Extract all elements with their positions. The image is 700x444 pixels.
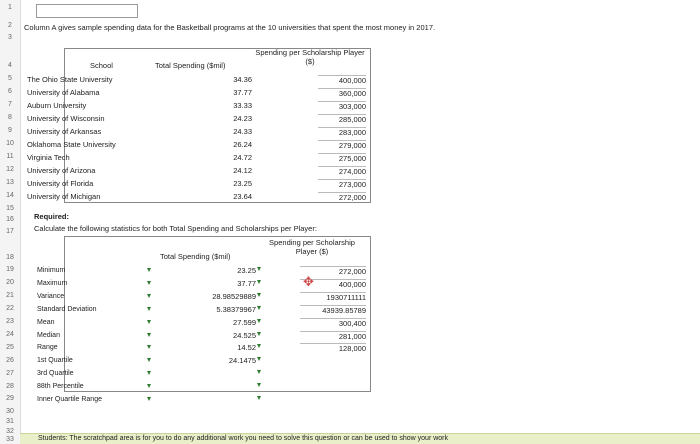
row-number[interactable]: 31 [6,418,14,425]
stat-label: 3rd Quartile [37,370,74,377]
row-number[interactable]: 7 [8,101,12,108]
comment-indicator-icon [147,268,151,272]
total-spending-cell: 23.64 [233,192,252,201]
stat-total-cell[interactable]: 24.1475 [228,356,256,365]
comment-indicator-icon [257,396,261,400]
row-number[interactable]: 4 [8,62,12,69]
row-number[interactable]: 6 [8,88,12,95]
spending-per-player-cell: 275,000 [318,153,366,163]
school-cell: University of Arizona [27,166,96,175]
comment-indicator-icon [147,294,151,298]
spending-per-player-cell: 273,000 [318,179,366,189]
intro-text: Column A gives sample spending data for the Basketball programs at the 10 universities that spent the most money in 2017. [24,23,436,32]
spending-per-player-cell: 272,000 [318,192,366,202]
row-number[interactable]: 5 [8,75,12,82]
row-number[interactable]: 29 [6,395,14,402]
total-spending-cell: 33.33 [233,101,252,110]
spending-per-player-cell: 285,000 [318,114,366,124]
row-number[interactable]: 20 [6,279,14,286]
comment-indicator-icon [147,307,151,311]
spending-per-player-cell: 360,000 [318,88,366,98]
row-number[interactable]: 22 [6,305,14,312]
comment-indicator-icon [147,281,151,285]
stat-spending-cell[interactable]: 300,400 [300,318,366,328]
row-number[interactable]: 32 [6,428,14,435]
school-cell: Auburn University [27,101,87,110]
stat-total-cell[interactable]: 14.52 [237,343,256,352]
total-spending-cell: 24.12 [233,166,252,175]
row-number[interactable]: 14 [6,192,14,199]
row-number[interactable]: 19 [6,266,14,273]
required-label: Required: [34,212,70,221]
stat-label: Standard Deviation [37,306,97,313]
school-cell: University of Florida [27,179,94,188]
school-cell: The Ohio State University [27,75,113,84]
comment-indicator-icon [147,333,151,337]
row-number[interactable]: 13 [6,179,14,186]
row-number[interactable]: 9 [8,127,12,134]
total-spending-cell: 24.23 [233,114,252,123]
stat-spending-cell[interactable]: 272,000 [300,266,366,276]
stat-label: Inner Quartile Range [37,396,102,403]
name-box[interactable] [36,4,138,18]
comment-indicator-icon [147,397,151,401]
total-spending-cell: 24.33 [233,127,252,136]
comment-indicator-icon [257,293,261,297]
row-number[interactable]: 18 [6,254,14,261]
row-number[interactable]: 16 [6,216,14,223]
comment-indicator-icon [147,371,151,375]
spending-per-player-cell: 400,000 [318,75,366,85]
row-number[interactable]: 3 [8,34,12,41]
school-cell: University of Michigan [27,192,101,201]
row-number[interactable]: 24 [6,331,14,338]
spending-per-player-cell: 283,000 [318,127,366,137]
stat-spending-cell[interactable]: 128,000 [300,343,366,353]
school-cell: Oklahoma State University [27,140,116,149]
stat-label: Variance [37,293,65,300]
comment-indicator-icon [147,384,151,388]
stat-spending-cell[interactable]: 43939.85789 [300,305,366,315]
header-total-spending: Total Spending ($mil) [155,61,226,70]
scratchpad-note: Students: The scratchpad area is for you to do any additional work you need to solve this question or can be used to show your work [38,435,448,442]
comment-indicator-icon [257,267,261,271]
total-spending-cell: 24.72 [233,153,252,162]
header-school: School [90,61,113,70]
row-number[interactable]: 23 [6,318,14,325]
total-spending-cell: 34.36 [233,75,252,84]
stat-total-cell[interactable]: 24.525 [233,331,256,340]
comment-indicator-icon [147,345,151,349]
stat-label: 1st Quartile [37,357,73,364]
school-cell: University of Wisconsin [27,114,105,123]
row-number[interactable]: 11 [6,153,14,160]
header-spending-per-player: Spending per Scholarship Player ($) [255,48,365,66]
stat-label: 88th Percentile [37,383,84,390]
row-number[interactable]: 28 [6,383,14,390]
school-cell: University of Arkansas [27,127,102,136]
stat-label: Mean [37,319,55,326]
row-number[interactable]: 1 [8,4,12,11]
comment-indicator-icon [257,344,261,348]
row-number[interactable]: 27 [6,370,14,377]
comment-indicator-icon [147,320,151,324]
row-number[interactable]: 15 [6,205,14,212]
row-number[interactable]: 8 [8,114,12,121]
school-cell: Virginia Tech [27,153,70,162]
stat-spending-cell[interactable]: 400,000 [300,279,366,289]
stats-header-spending: Spending per Scholarship Player ($) [269,238,355,256]
comment-indicator-icon [147,358,151,362]
row-number[interactable]: 33 [6,436,14,443]
spending-per-player-cell: 279,000 [318,140,366,150]
spending-per-player-cell: 274,000 [318,166,366,176]
comment-indicator-icon [257,370,261,374]
move-cursor-icon: ✥ [303,274,314,289]
row-number[interactable]: 26 [6,357,14,364]
total-spending-cell: 26.24 [233,140,252,149]
stat-label: Median [37,332,60,339]
row-number[interactable]: 21 [6,292,14,299]
spending-per-player-cell: 303,000 [318,101,366,111]
school-cell: University of Alabama [27,88,100,97]
stat-total-cell[interactable]: 28.98529889 [212,292,256,301]
stat-label: Range [37,344,58,351]
row-number[interactable]: 10 [6,140,14,147]
stat-total-cell[interactable]: 23.25 [237,266,256,275]
comment-indicator-icon [257,306,261,310]
total-spending-cell: 23.25 [233,179,252,188]
stat-label: Minimum [37,267,66,274]
row-number[interactable]: 2 [8,22,12,29]
comment-indicator-icon [257,319,261,323]
row-number[interactable]: 17 [6,228,14,235]
stats-header-total: Total Spending ($mil) [160,252,231,261]
stat-total-cell[interactable]: 5.38379967 [216,305,256,314]
stat-spending-cell[interactable]: 281,000 [300,331,366,341]
stat-total-cell[interactable]: 37.77 [237,279,256,288]
row-number[interactable]: 25 [6,344,14,351]
calc-instruction: Calculate the following statistics for both Total Spending and Scholarships per Player: [34,224,317,233]
row-number[interactable]: 12 [6,166,14,173]
stat-label: Maximum [37,280,68,287]
comment-indicator-icon [257,280,261,284]
comment-indicator-icon [257,383,261,387]
comment-indicator-icon [257,357,261,361]
total-spending-cell: 37.77 [233,88,252,97]
comment-indicator-icon [257,332,261,336]
stat-spending-cell[interactable]: 1930711111 [300,292,366,302]
row-number[interactable]: 30 [6,408,14,415]
stat-total-cell[interactable]: 27.599 [233,318,256,327]
